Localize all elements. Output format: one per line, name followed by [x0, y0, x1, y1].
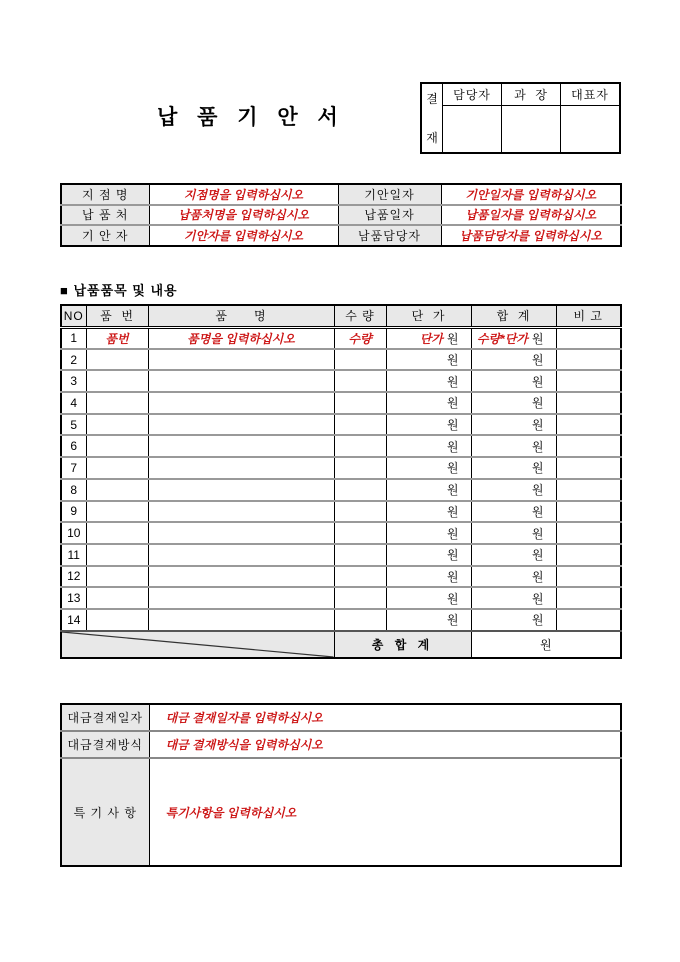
delivery-date-placeholder: 납품일자를 입력하십시오	[465, 208, 597, 223]
item-name-placeholder: 품명을 입력하십시오	[187, 331, 295, 346]
unit-label: 원	[446, 483, 459, 498]
item-row-10	[61, 522, 621, 544]
item-name-cell[interactable]	[148, 392, 334, 414]
page-title: 납 품 기 안 서	[157, 106, 345, 129]
payment-date-placeholder: 대금 결재일자를 입력하십시오	[165, 711, 323, 725]
unit-label: 원	[446, 439, 459, 454]
item-name-cell[interactable]	[148, 349, 334, 371]
item-total-cell[interactable]	[471, 566, 556, 588]
item-qty-placeholder: 수량	[348, 331, 372, 346]
item-row-2	[61, 349, 621, 371]
total-row	[61, 631, 621, 658]
item-name-cell[interactable]	[148, 566, 334, 588]
item-unit-price-cell[interactable]	[386, 479, 471, 501]
col-header-note: 비 고	[556, 305, 621, 327]
branch-name-label: 지 점 명	[61, 184, 149, 205]
item-qty-cell[interactable]	[334, 457, 386, 479]
payment-method-field[interactable]	[149, 731, 621, 758]
item-row-7	[61, 457, 621, 479]
item-note-cell[interactable]	[556, 435, 621, 457]
unit-label: 원	[446, 591, 459, 606]
draft-date-label: 기안일자	[338, 184, 441, 205]
item-total-cell[interactable]	[471, 414, 556, 436]
unit-label: 원	[531, 353, 544, 368]
item-part-no-cell[interactable]	[86, 522, 148, 544]
col-header-quantity: 수 량	[334, 305, 386, 327]
unit-label: 원	[531, 439, 544, 454]
item-note-cell[interactable]	[556, 327, 621, 349]
item-unit-price-cell[interactable]	[386, 501, 471, 523]
grand-total-label: 총 합 계	[334, 631, 471, 658]
unit-label: 원	[446, 548, 459, 563]
unit-label: 원	[446, 526, 459, 541]
items-header-row	[61, 305, 621, 327]
item-qty-cell[interactable]	[334, 522, 386, 544]
unit-label: 원	[531, 331, 544, 346]
item-note-cell[interactable]	[556, 479, 621, 501]
unit-label: 원	[446, 353, 459, 368]
item-row-5	[61, 414, 621, 436]
item-name-cell[interactable]	[148, 544, 334, 566]
item-total-cell[interactable]	[471, 479, 556, 501]
approval-col-chief	[502, 84, 561, 152]
unit-label: 원	[531, 613, 544, 628]
item-part-no-cell[interactable]	[86, 457, 148, 479]
item-no: 4	[61, 392, 86, 414]
item-no: 9	[61, 501, 86, 523]
payment-method-row	[61, 731, 621, 758]
approval-signature-area[interactable]	[443, 106, 501, 152]
approval-stamp-char: 재	[426, 131, 438, 145]
delivery-manager-field[interactable]	[441, 225, 621, 246]
approval-stamp-label	[422, 84, 443, 152]
unit-label: 원	[446, 461, 459, 476]
item-row-8	[61, 479, 621, 501]
info-table	[60, 183, 622, 247]
diagonal-line	[62, 632, 334, 657]
approval-stamp-char: 결	[426, 92, 438, 106]
approval-col-header: 과 장	[502, 84, 560, 106]
delivery-date-field[interactable]	[441, 205, 621, 226]
item-row-1	[61, 327, 621, 349]
diagonal-strike-cell	[61, 631, 334, 658]
item-no: 13	[61, 587, 86, 609]
special-notes-label: 특 기 사 항	[61, 758, 149, 866]
item-total-cell[interactable]	[471, 587, 556, 609]
supplier-placeholder: 납품처명을 입력하십시오	[178, 208, 309, 223]
unit-label: 원	[531, 526, 544, 541]
branch-name-field[interactable]	[149, 184, 338, 205]
item-note-cell[interactable]	[556, 566, 621, 588]
item-total-cell[interactable]	[471, 609, 556, 631]
item-row-3	[61, 370, 621, 392]
item-row-6	[61, 435, 621, 457]
item-unit-price-cell[interactable]	[386, 435, 471, 457]
item-row-12	[61, 566, 621, 588]
item-name-cell[interactable]	[148, 522, 334, 544]
item-row-14	[61, 609, 621, 631]
approval-signature-area[interactable]	[502, 106, 560, 152]
unit-label: 원	[446, 331, 459, 346]
drafter-field[interactable]	[149, 225, 338, 246]
delivery-manager-placeholder: 납품담당자를 입력하십시오	[459, 228, 602, 243]
supplier-field[interactable]	[149, 205, 338, 226]
drafter-placeholder: 기안자를 입력하십시오	[183, 228, 304, 243]
col-header-no: NO	[61, 305, 86, 327]
item-unit-price-cell[interactable]	[386, 392, 471, 414]
item-part-no-cell[interactable]	[86, 479, 148, 501]
item-no: 5	[61, 414, 86, 436]
item-no: 14	[61, 609, 86, 631]
item-part-no-placeholder: 품번	[105, 331, 129, 346]
unit-label: 원	[446, 504, 459, 519]
col-header-item-name: 품 명	[148, 305, 334, 327]
item-unit-price-cell[interactable]	[386, 544, 471, 566]
item-unit-price-cell[interactable]	[386, 609, 471, 631]
item-name-cell[interactable]	[148, 501, 334, 523]
approval-signature-area[interactable]	[561, 106, 619, 152]
items-section-heading: ■ 납품품목 및 내용	[60, 283, 178, 298]
unit-label: 원	[531, 548, 544, 563]
unit-label: 원	[446, 418, 459, 433]
payment-table	[60, 703, 622, 867]
item-part-no-cell[interactable]	[86, 349, 148, 371]
unit-label: 원	[531, 591, 544, 606]
item-name-cell[interactable]	[148, 609, 334, 631]
item-qty-cell[interactable]	[334, 587, 386, 609]
item-no: 3	[61, 370, 86, 392]
unit-label: 원	[531, 504, 544, 519]
unit-label: 원	[531, 461, 544, 476]
item-total-cell[interactable]	[471, 392, 556, 414]
col-header-total: 합 계	[471, 305, 556, 327]
item-no: 1	[61, 327, 86, 349]
approval-box	[420, 82, 621, 154]
item-no: 12	[61, 566, 86, 588]
item-note-cell[interactable]	[556, 522, 621, 544]
item-unit-price-cell[interactable]	[386, 370, 471, 392]
item-qty-cell[interactable]	[334, 435, 386, 457]
item-qty-cell[interactable]	[334, 566, 386, 588]
payment-date-row	[61, 704, 621, 731]
item-total-cell[interactable]	[471, 457, 556, 479]
grand-total-field[interactable]	[471, 631, 621, 658]
grand-total-unit: 원	[539, 637, 552, 652]
item-qty-cell[interactable]	[334, 370, 386, 392]
item-part-no-cell[interactable]	[86, 566, 148, 588]
draft-date-placeholder: 기안일자를 입력하십시오	[465, 187, 597, 202]
payment-date-field[interactable]	[149, 704, 621, 731]
item-name-cell[interactable]	[148, 587, 334, 609]
special-notes-field[interactable]	[149, 758, 621, 866]
item-qty-cell[interactable]	[334, 501, 386, 523]
col-header-part-no: 품 번	[86, 305, 148, 327]
payment-method-placeholder: 대금 결재방식을 입력하십시오	[165, 738, 323, 752]
approval-col-header: 대표자	[561, 84, 619, 106]
item-unit-price-cell[interactable]	[386, 349, 471, 371]
unit-label: 원	[531, 483, 544, 498]
payment-date-label: 대금결재일자	[61, 704, 149, 731]
approval-col-header: 담당자	[443, 84, 501, 106]
item-row-4	[61, 392, 621, 414]
item-no: 8	[61, 479, 86, 501]
items-table	[60, 304, 622, 659]
item-unit-price-cell[interactable]	[386, 327, 471, 349]
item-qty-cell[interactable]	[334, 544, 386, 566]
item-unit-price-cell[interactable]	[386, 414, 471, 436]
item-unit-price-cell[interactable]	[386, 587, 471, 609]
item-total-cell[interactable]	[471, 501, 556, 523]
item-name-cell[interactable]	[148, 370, 334, 392]
item-name-cell[interactable]	[148, 457, 334, 479]
item-note-cell[interactable]	[556, 370, 621, 392]
special-notes-placeholder: 특기사항을 입력하십시오	[165, 805, 297, 820]
approval-col-manager	[443, 84, 502, 152]
unit-label: 원	[446, 613, 459, 628]
unit-label: 원	[531, 396, 544, 411]
approval-col-representative	[561, 84, 619, 152]
item-total-cell[interactable]	[471, 522, 556, 544]
item-no: 11	[61, 544, 86, 566]
unit-label: 원	[446, 569, 459, 584]
item-part-no-cell[interactable]	[86, 544, 148, 566]
info-row	[61, 205, 621, 226]
item-qty-cell[interactable]	[334, 414, 386, 436]
col-header-unit-price: 단 가	[386, 305, 471, 327]
item-total-cell[interactable]	[471, 349, 556, 371]
item-note-cell[interactable]	[556, 349, 621, 371]
item-note-cell[interactable]	[556, 414, 621, 436]
delivery-date-label: 납품일자	[338, 205, 441, 226]
item-row-11	[61, 544, 621, 566]
item-total-cell[interactable]	[471, 327, 556, 349]
item-name-cell[interactable]	[148, 414, 334, 436]
drafter-label: 기 안 자	[61, 225, 149, 246]
item-total-cell[interactable]	[471, 435, 556, 457]
item-qty-cell[interactable]	[334, 349, 386, 371]
info-row	[61, 225, 621, 246]
item-unit-price-cell[interactable]	[386, 566, 471, 588]
item-part-no-cell[interactable]	[86, 501, 148, 523]
unit-label: 원	[531, 569, 544, 584]
item-no: 2	[61, 349, 86, 371]
item-note-cell[interactable]	[556, 587, 621, 609]
unit-label: 원	[531, 418, 544, 433]
item-row-13	[61, 587, 621, 609]
item-total-cell[interactable]	[471, 370, 556, 392]
item-qty-cell[interactable]	[334, 327, 386, 349]
item-unit-price-cell[interactable]	[386, 522, 471, 544]
payment-method-label: 대금결재방식	[61, 731, 149, 758]
item-unit-price-cell[interactable]	[386, 457, 471, 479]
item-no: 7	[61, 457, 86, 479]
item-note-cell[interactable]	[556, 609, 621, 631]
item-qty-cell[interactable]	[334, 479, 386, 501]
item-no: 10	[61, 522, 86, 544]
item-no: 6	[61, 435, 86, 457]
item-part-no-cell[interactable]	[86, 327, 148, 349]
item-row-9	[61, 501, 621, 523]
branch-name-placeholder: 지점명을 입력하십시오	[183, 187, 304, 202]
supplier-label: 납 품 처	[61, 205, 149, 226]
item-name-cell[interactable]	[148, 435, 334, 457]
item-part-no-cell[interactable]	[86, 370, 148, 392]
item-part-no-cell[interactable]	[86, 392, 148, 414]
item-part-no-cell[interactable]	[86, 587, 148, 609]
delivery-manager-label: 남품담당자	[338, 225, 441, 246]
item-unit-price-placeholder: 단가	[419, 331, 443, 346]
unit-label: 원	[446, 374, 459, 389]
item-rows	[61, 327, 621, 631]
unit-label: 원	[446, 396, 459, 411]
item-qty-cell[interactable]	[334, 609, 386, 631]
special-notes-row	[61, 758, 621, 866]
info-row	[61, 184, 621, 205]
item-name-cell[interactable]	[148, 327, 334, 349]
item-note-cell[interactable]	[556, 457, 621, 479]
item-part-no-cell[interactable]	[86, 435, 148, 457]
item-note-cell[interactable]	[556, 392, 621, 414]
item-total-cell[interactable]	[471, 544, 556, 566]
item-part-no-cell[interactable]	[86, 609, 148, 631]
item-total-placeholder: 수량*단가	[476, 331, 528, 346]
item-name-cell[interactable]	[148, 479, 334, 501]
item-note-cell[interactable]	[556, 544, 621, 566]
item-part-no-cell[interactable]	[86, 414, 148, 436]
draft-date-field[interactable]	[441, 184, 621, 205]
item-qty-cell[interactable]	[334, 392, 386, 414]
unit-label: 원	[531, 374, 544, 389]
item-note-cell[interactable]	[556, 501, 621, 523]
